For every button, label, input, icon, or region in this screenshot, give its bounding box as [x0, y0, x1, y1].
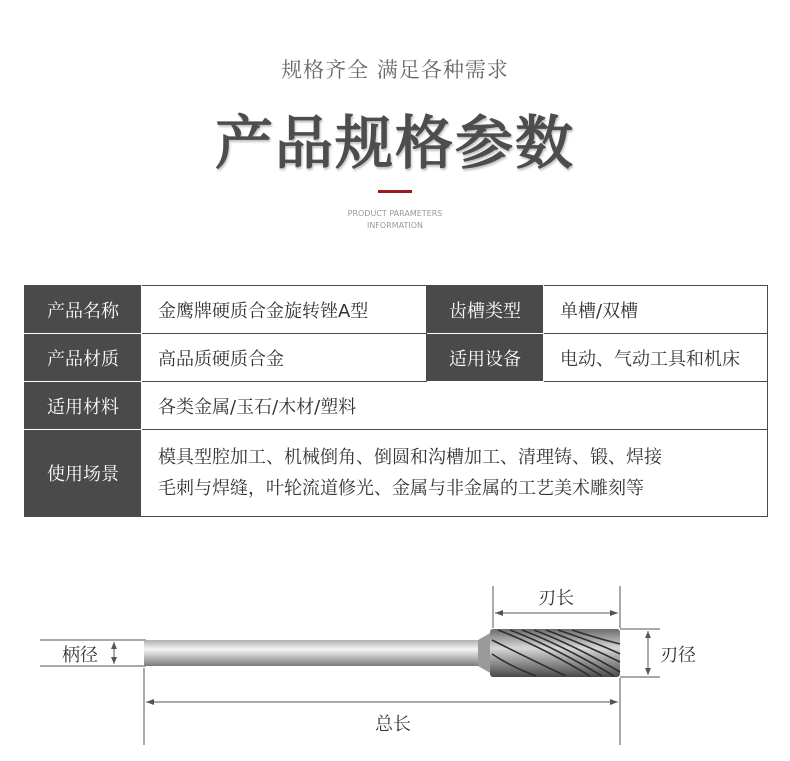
- usage-label: 使用场景: [25, 430, 142, 517]
- blade-length-dimension: [493, 586, 620, 628]
- blade-length-label: 刃长: [538, 588, 574, 609]
- flute-type-label: 齿槽类型: [427, 286, 544, 334]
- english-caption: [0, 208, 790, 232]
- spec-row: [25, 382, 768, 430]
- english-caption-line1: PRODUCT PARAMETERS: [347, 209, 443, 218]
- usage-value: [142, 430, 768, 517]
- material-label: 产品材质: [25, 334, 142, 382]
- english-caption-line2: INFORMATION: [366, 221, 424, 230]
- spec-row: [25, 334, 768, 382]
- shank-diameter-label: 柄径: [62, 645, 98, 666]
- applicable-material-value: 各类金属/玉石/木材/塑料: [142, 382, 768, 430]
- shank-diameter-dimension: [40, 640, 146, 666]
- applicable-material-label: 适用材料: [25, 382, 142, 430]
- rotary-burr-tool: [144, 629, 620, 677]
- burr-shank: [144, 640, 480, 666]
- usage-line-2: 毛刺与焊缝，叶轮流道修光、金属与非金属的工艺美术雕刻等: [158, 478, 644, 499]
- burr-dimension-diagram: [0, 570, 790, 761]
- equipment-value: 电动、气动工具和机床: [544, 334, 768, 382]
- section-title: 产品规格参数: [214, 109, 575, 177]
- equipment-label: 适用设备: [427, 334, 544, 382]
- blade-diameter-dimension: [620, 629, 696, 677]
- total-length-label: 总长: [375, 714, 411, 735]
- section-subtitle: 规格齐全 满足各种需求: [281, 58, 509, 82]
- flute-type-value: 单槽/双槽: [544, 286, 768, 334]
- title-accent-divider: [378, 190, 412, 193]
- product-name-label: 产品名称: [25, 286, 142, 334]
- spec-table: [24, 285, 768, 517]
- material-value: 高品质硬质合金: [142, 334, 427, 382]
- blade-diameter-label: 刃径: [660, 645, 696, 666]
- spec-row: [25, 286, 768, 334]
- product-name-value: 金鹰牌硬质合金旋转锉A型: [142, 286, 427, 334]
- usage-line-1: 模具型腔加工、机械倒角、倒圆和沟槽加工、清理铸、锻、焊接: [158, 447, 662, 468]
- burr-neck: [478, 632, 492, 674]
- spec-row: [25, 430, 768, 517]
- total-length-dimension: [144, 668, 620, 745]
